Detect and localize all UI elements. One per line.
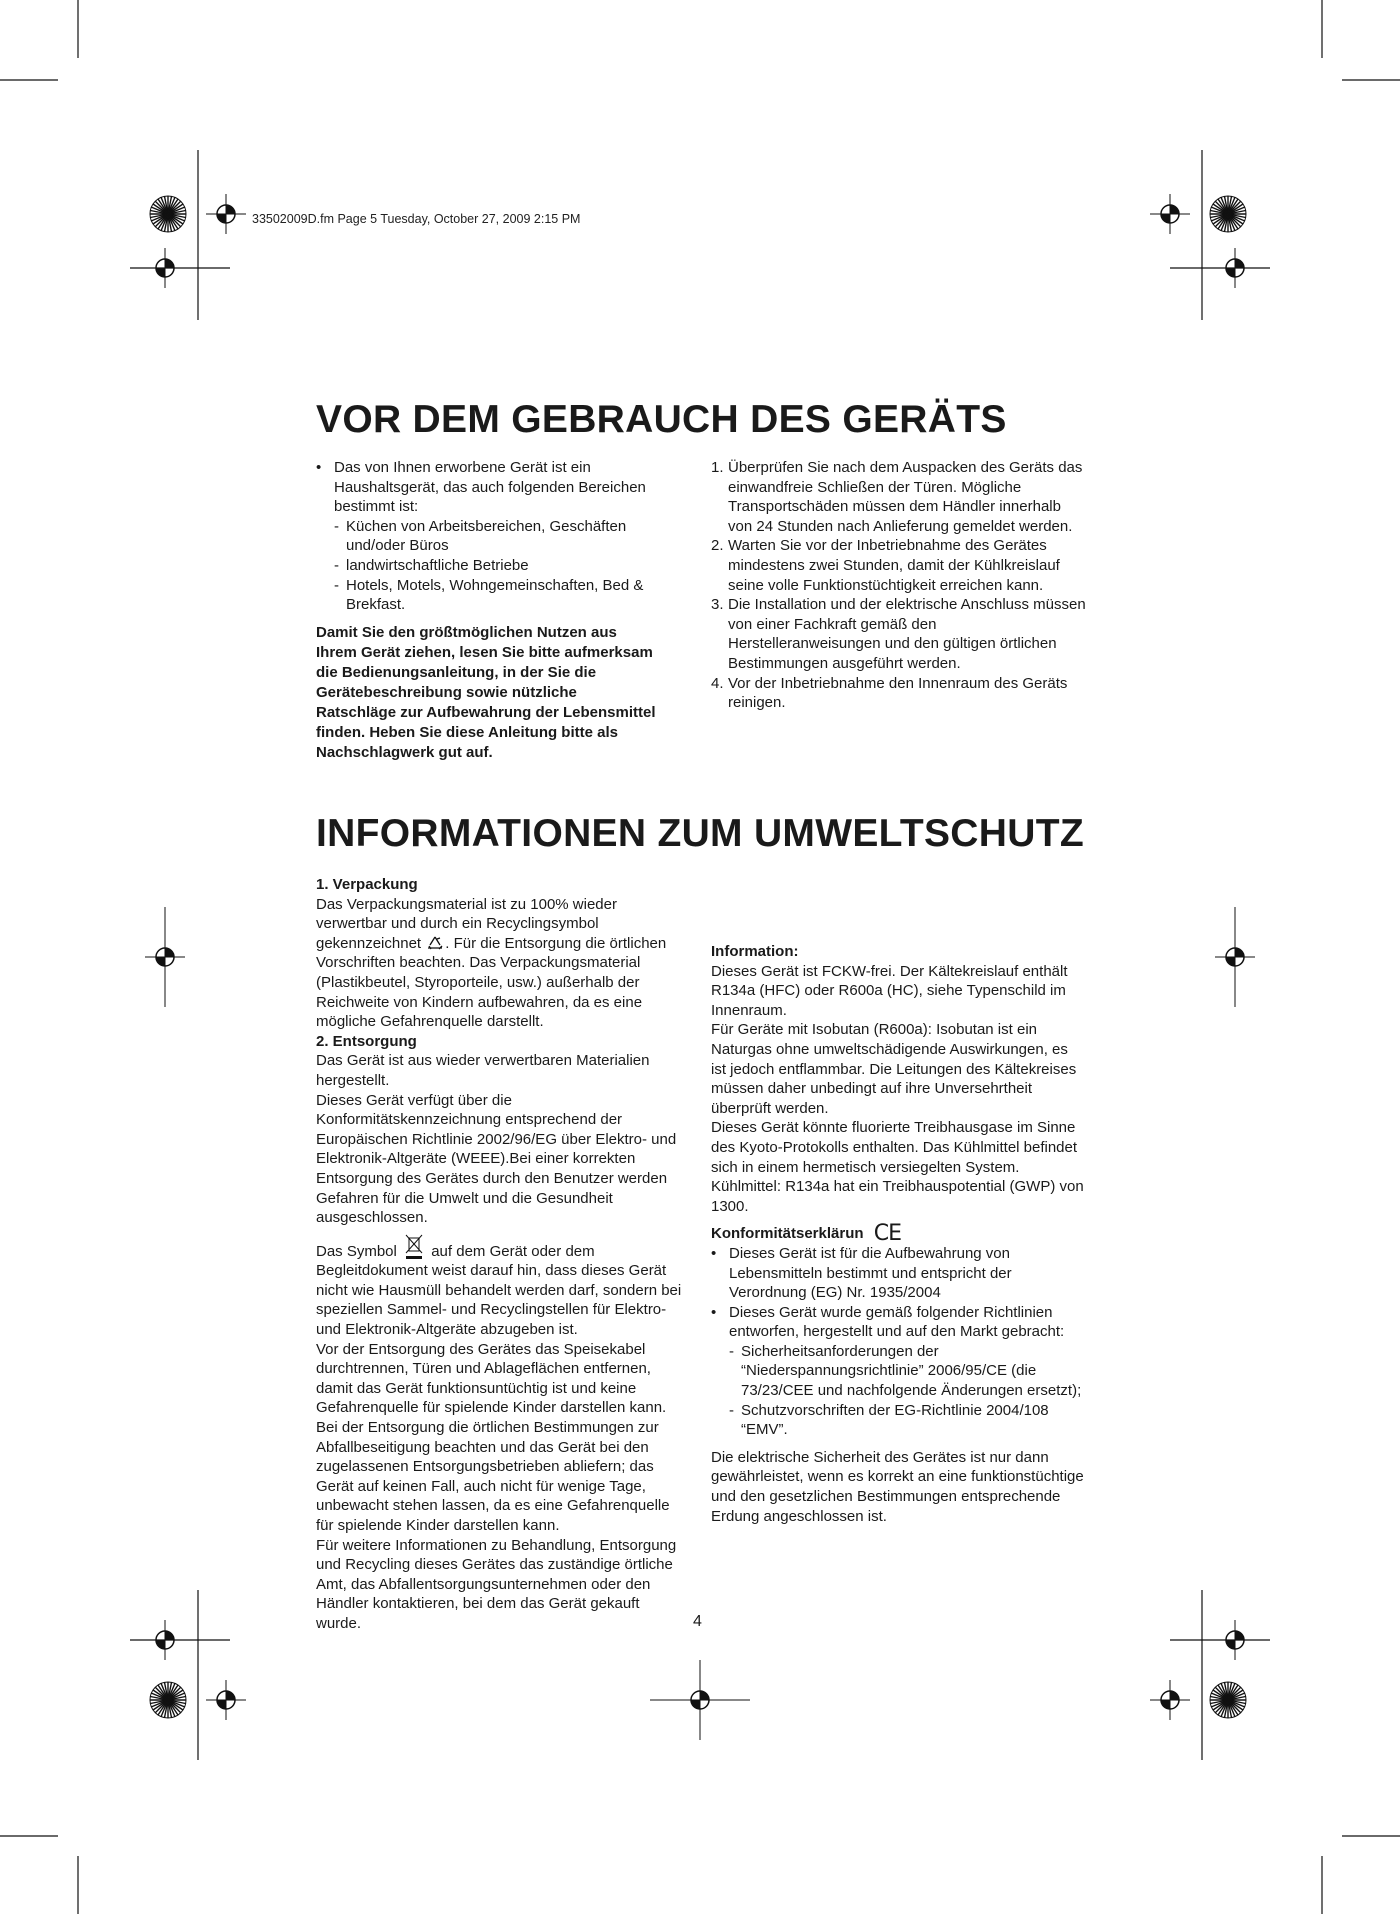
step-item: 4. Vor der Inbetriebnahme den Innenraum des Geräts reinigen. [711,674,1068,712]
disposal-p4: Bei der Entsorgung die örtlichen Bestimmungen zur Abfallbeseitigung beachten und das Gerät bei den zugelassenen Entsorgungsbetrieben abliefern; das Gerät auf keinen Fall, auch nicht für wenige Tage, unbewacht stehen lassen, da es eine Gefahrenquelle für spielende Kinder darstellen kann. [316,1419,670,1534]
weee-text: Das Symbol auf dem Gerät oder dem Begleitdokument weist darauf hin, dass dieses Gerät nicht wie Hausmüll behandelt werden darf, sondern bei speziellen Sammel- und Recyclingstellen für Elektro- und Elektronik-Altgeräte abzugeben ist. [316,1232,686,1340]
file-slug: 33502009D.fm Page 5 Tuesday, October 27, 2009 2:15 PM [252,212,581,226]
disposal-p1: Das Gerät ist aus wieder verwertbaren Materialien hergestellt. [316,1052,650,1089]
conformity-sub-item: - Schutzvorschriften der EG-Richtlinie 2004/108 “EMV”. [729,1401,1049,1439]
disposal-p2: Dieses Gerät verfügt über die Konformitätskennzeichnung entsprechend der Europäischen Richtlinie 2002/96/EG über Elektro- und Elektronik-Altgeräte (WEEE).Bei einer korrekten Entsorgung des Gerätes durch den Benutzer werden Gefahren für die Umwelt und die Gesundheit ausgeschlossen. [316,1091,677,1227]
disposal-heading: 2. Entsorgung [316,1032,417,1050]
section1-right-column [711,458,1088,713]
section-title-environment: INFORMATIONEN ZUM UMWELTSCHUTZ [316,812,1084,855]
usage-sub-item: - landwirtschaftliche Betriebe [334,556,529,574]
step-item: 3. Die Installation und der elektrische Anschluss müssen von einer Fachkraft gemäß den Herstelleranweisungen und den gültigen örtlichen Bestimmungen ausgeführt werden. [711,596,1086,672]
conformity-heading-row: Konformitätserklärun CE [711,1221,901,1247]
conformity-sub-item: - Sicherheitsanforderungen der “Niederspannungsrichtlinie” 2006/95/CE (die 73/23/CEE und nachfolgende Änderungen ersetzt); [729,1342,1082,1400]
packaging-text: Das Verpackungsmaterial ist zu 100% wieder verwertbar und durch ein Recyclingsymbol gekennzeichnet . Für die Entsorgung die örtlichen Vorschriften beachten. Das Verpackungsmaterial (Plastikbeutel, Styroporteile, usw.) außerhalb der Reichweite von Kindern aufbewahren, da es eine mögliche Gefahrenquelle darstellt. [316,895,667,1031]
manual-note: Damit Sie den größtmöglichen Nutzen aus Ihrem Gerät ziehen, lesen Sie bitte aufmerksam die Bedienungsanleitung, in der Sie die Gerätebeschreibung sowie nützliche Ratschläge zur Aufbewahrung der Lebensmittel finden. Heben Sie diese Anleitung bitte als Nachschlagwerk gut auf. [316,623,656,761]
conformity-bullet: • Dieses Gerät ist für die Aufbewahrung von Lebensmitteln bestimmt und entspricht der Verordnung (EG) Nr. 1935/2004 [711,1244,1012,1302]
section2-right-column [711,875,1086,1526]
conformity-bullet: • Dieses Gerät wurde gemäß folgender Richtlinien entworfen, hergestellt und auf den Markt gebracht: [711,1303,1065,1341]
packaging-heading: 1. Verpackung [316,876,418,893]
electrical-safety-note: Die elektrische Sicherheit des Gerätes ist nur dann gewährleistet, wenn es korrekt an eine funktionstüchtige und den gesetzlichen Bestimmungen entsprechende Erdung angeschlossen ist. [711,1448,1084,1525]
usage-sub-item: - Hotels, Motels, Wohngemeinschaften, Bed & Brekfast. [334,576,644,614]
info-p1: Dieses Gerät ist FCKW-frei. Der Kältekreislauf enthält R134a (HFC) oder R600a (HC), siehe Typenschild im Innenraum. [711,962,1068,1019]
info-p3: Dieses Gerät könnte fluorierte Treibhausgase im Sinne des Kyoto-Protokolls enthalten. Das Kühlmittel befindet sich in einem hermetisch versiegelten System. [711,1119,1078,1176]
section-title-before-use: VOR DEM GEBRAUCH DES GERÄTS [316,398,1007,441]
ce-mark-icon: CE [873,1221,901,1247]
step-item: 1. Überprüfen Sie nach dem Auspacken des Geräts das einwandfreie Schließen der Türen. Mögliche Transportschäden müssen dem Händler innerhalb von 24 Stunden nach Anlieferung gemeldet werden. [711,459,1083,535]
section2-left-column [316,875,686,1634]
recycling-icon [425,935,445,952]
crossed-bin-icon [401,1232,427,1260]
step-item: 2. Warten Sie vor der Inbetriebnahme des Gerätes mindestens zwei Stunden, damit der Kühlkreislauf seine volle Funktionstüchtigkeit erreichen kann. [711,537,1060,594]
page-number: 4 [693,1613,702,1630]
disposal-p5: Für weitere Informationen zu Behandlung, Entsorgung und Recycling dieses Gerätes das zuständige örtliche Amt, das Abfallentsorgungsunternehmen oder den Händler kontaktieren, bei dem das Gerät gekauft wurde. [316,1536,677,1632]
section1-left-column [316,458,656,763]
usage-bullet: • Das von Ihnen erworbene Gerät ist ein Haushaltsgerät, das auch folgenden Bereichen bestimmt ist: [316,459,646,516]
info-heading: Information: [711,943,799,960]
info-p4: Kühlmittel: R134a hat ein Treibhauspotential (GWP) von 1300. [711,1178,1084,1215]
info-p2: Für Geräte mit Isobutan (R600a): Isobutan ist ein Naturgas ohne umweltschädigende Auswirkungen, es ist jedoch entflammbar. Die Leitungen des Kältekreises müssen daher unbedingt auf ihre Unversehrtheit überprüft werden. [711,1021,1077,1117]
usage-sub-item: - Küchen von Arbeitsbereichen, Geschäften und/oder Büros [334,517,627,555]
disposal-p3: Vor der Entsorgung des Gerätes das Speisekabel durchtrennen, Türen und Ablageflächen entfernen, damit das Gerät funktionsuntüchtig ist und keine Gefahrenquelle für spielende Kinder darstellen kann. [316,1340,667,1417]
